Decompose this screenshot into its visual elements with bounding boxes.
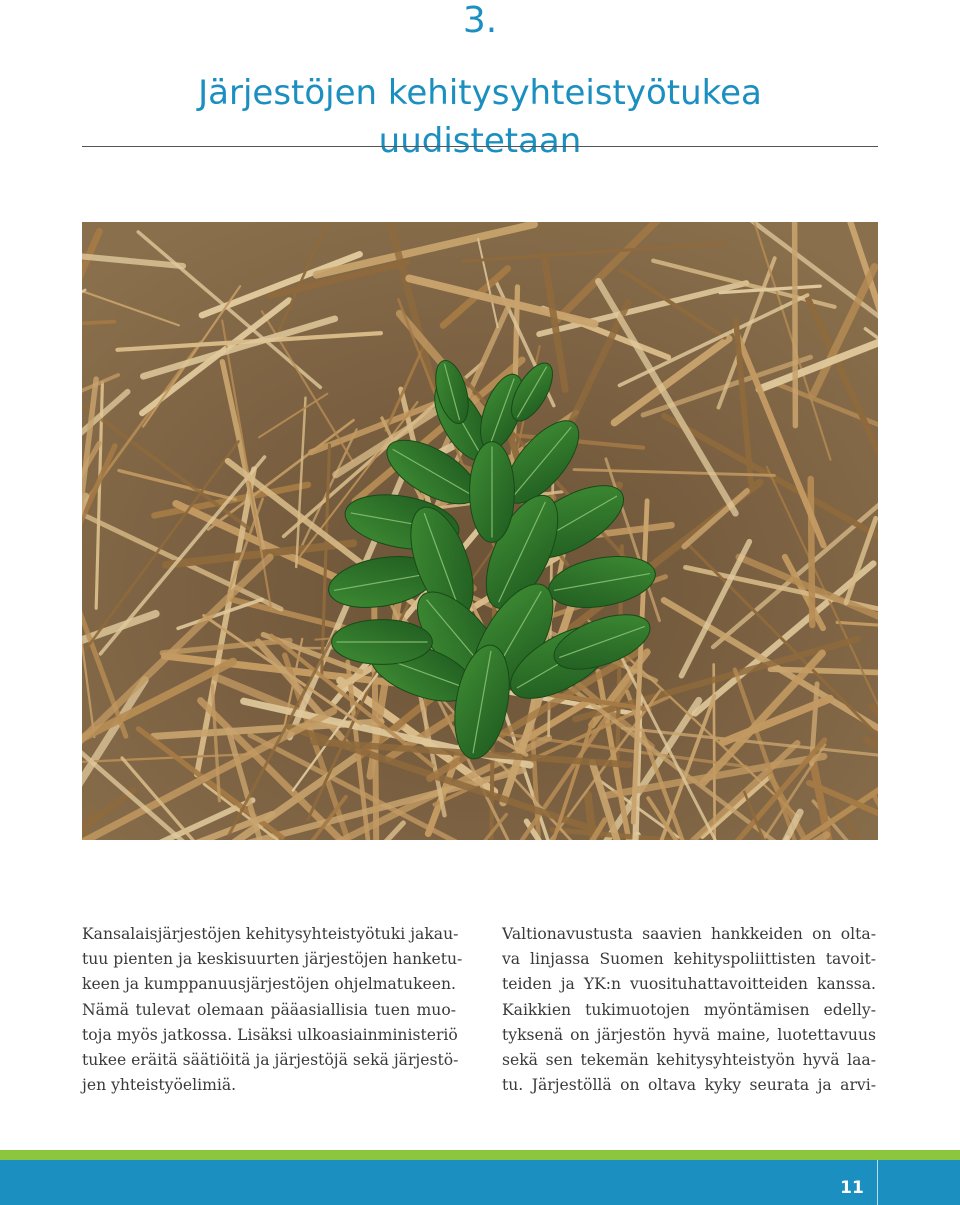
page-number: 11 — [840, 1178, 864, 1198]
coffee-plant-photo — [82, 222, 878, 840]
footer-green-band — [0, 1150, 960, 1160]
text-line: toja myös jatkossa. Lisäksi ulkoasiainministeriö — [82, 1025, 458, 1044]
body-text-right-column — [502, 922, 876, 1098]
text-line: tukee eräitä säätiöitä ja järjestöjä sekä järjestö- — [82, 1051, 459, 1070]
text-line: tyksenä on järjestön hyvä maine, luotettavuus — [502, 1025, 876, 1044]
text-line: Nämä tulevat olemaan pääasiallisia tuen muo- — [82, 1000, 456, 1019]
page-title-line-1: Järjestöjen kehitysyhteistyötukea — [198, 72, 762, 113]
text-line: teiden ja YK:n vuosituhattavoitteiden kanssa. — [502, 975, 876, 994]
paragraph-left — [82, 922, 463, 1098]
straw-blade — [811, 479, 813, 625]
text-line: va linjassa Suomen kehityspoliittisten tavoit- — [502, 950, 876, 969]
text-line: jen yhteistyöelimiä. — [82, 1076, 237, 1095]
title-divider — [82, 146, 878, 147]
footer-divider — [877, 1160, 878, 1205]
straw-blade — [795, 222, 796, 426]
chapter-number: 3. — [462, 0, 498, 41]
text-line: Kansalaisjärjestöjen kehitysyhteistyötuki jakau- — [82, 925, 459, 943]
text-line: tu. Järjestöllä on oltava kyky seurata ja arvi- — [502, 1076, 876, 1095]
body-text-left-column — [82, 922, 463, 1098]
text-line: Kaikkien tukimuotojen myöntämisen edelly- — [502, 1000, 876, 1019]
coffee-plant-illustration — [82, 222, 878, 840]
text-line: Valtionavustusta saavien hankkeiden on olta- — [502, 925, 876, 943]
text-line: keen ja kumppanuusjärjestöjen ohjelmatukeen. — [82, 975, 456, 994]
page-title-line-2: uudistetaan — [378, 120, 582, 161]
paragraph-right — [502, 922, 876, 1098]
straw-blade — [714, 664, 716, 840]
text-line: sekä sen tekemän kehitysyhteistyön hyvä laa- — [502, 1051, 876, 1070]
text-line: tuu pienten ja keskisuurten järjestöjen hanketu- — [82, 950, 463, 969]
footer-blue-band — [0, 1160, 960, 1205]
page-title — [0, 69, 960, 165]
